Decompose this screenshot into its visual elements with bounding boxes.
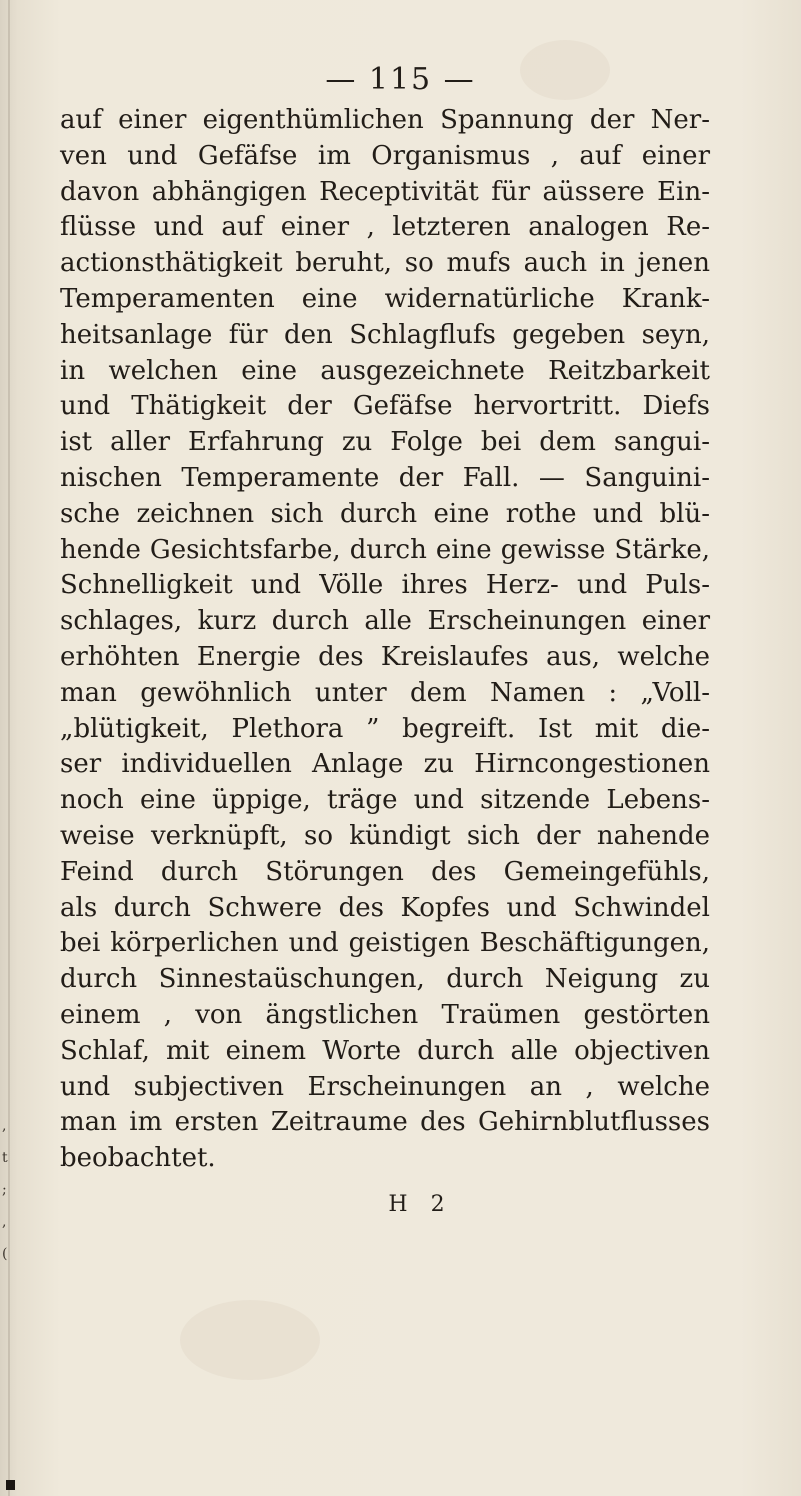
text-line: als durch Schwere des Kopfes und Schwindel <box>60 892 710 923</box>
gutter-marks: , t ; , ( <box>2 1118 8 1262</box>
text-line: flüsse und auf einer , letzteren analogen Re- <box>60 212 710 243</box>
text-line: Feind durch Störungen des Gemeingefühls, <box>60 856 710 887</box>
gutter-line <box>8 0 10 1496</box>
text-line: Temperamenten eine widernatürliche Krank- <box>60 283 710 314</box>
text-line: erhöhten Energie des Kreislaufes aus, welche <box>60 641 710 672</box>
text-line: und subjectiven Erscheinungen an , welche <box>60 1071 710 1102</box>
text-line: noch eine üppige, träge und sitzende Lebens- <box>60 785 710 816</box>
text-line: man im ersten Zeitraume des Gehirnblutflusses <box>60 1107 710 1138</box>
text-line: heitsanlage für den Schlagflufs gegeben seyn, <box>60 319 710 350</box>
text-line: ist aller Erfahrung zu Folge bei dem sangui- <box>60 427 710 458</box>
body-text <box>60 103 710 1177</box>
text-line: bei körperlichen und geistigen Beschäftigungen, <box>60 928 710 959</box>
text-line: hende Gesichtsfarbe, durch eine gewisse Stärke, <box>60 534 710 565</box>
text-line: ven und Gefäfse im Organismus , auf einer <box>60 140 710 171</box>
text-line: auf einer eigenthümlichen Spannung der Ner- <box>60 105 710 135</box>
text-line: ser individuellen Anlage zu Hirncongestionen <box>60 749 710 780</box>
text-line: davon abhängigen Receptivität für aüssere Ein- <box>60 176 710 207</box>
text-line: schlages, kurz durch alle Erscheinungen einer <box>60 606 710 637</box>
text-line: Schlaf, mit einem Worte durch alle objectiven <box>60 1035 710 1066</box>
text-line: beobachtet. <box>60 1143 216 1174</box>
text-line: nischen Temperamente der Fall. — Sanguini- <box>60 462 710 493</box>
page-number: — 115 — <box>325 62 476 97</box>
text-line: durch Sinnestaüschungen, durch Neigung zu <box>60 964 710 995</box>
text-line: sche zeichnen sich durch eine rothe und blü- <box>60 498 710 529</box>
signature-mark: H 2 <box>388 1192 453 1217</box>
text-line: in welchen eine ausgezeichnete Reitzbarkeit <box>60 355 710 386</box>
text-line: und Thätigkeit der Gefäfse hervortritt. Diefs <box>60 391 710 422</box>
text-line: Schnelligkeit und Völle ihres Herz- und Puls- <box>60 570 710 601</box>
text-line: man gewöhnlich unter dem Namen : „Voll- <box>60 677 710 708</box>
corner-mark <box>6 1480 15 1490</box>
text-line: weise verknüpft, so kündigt sich der nahende <box>60 820 710 851</box>
text-line: einem , von ängstlichen Traümen gestörten <box>60 999 710 1030</box>
text-line: actionsthätigkeit beruht, so mufs auch in jenen <box>60 248 710 279</box>
text-line: „blütigkeit, Plethora ” begreift. Ist mit die- <box>60 713 710 744</box>
paper-stain <box>180 1300 320 1380</box>
